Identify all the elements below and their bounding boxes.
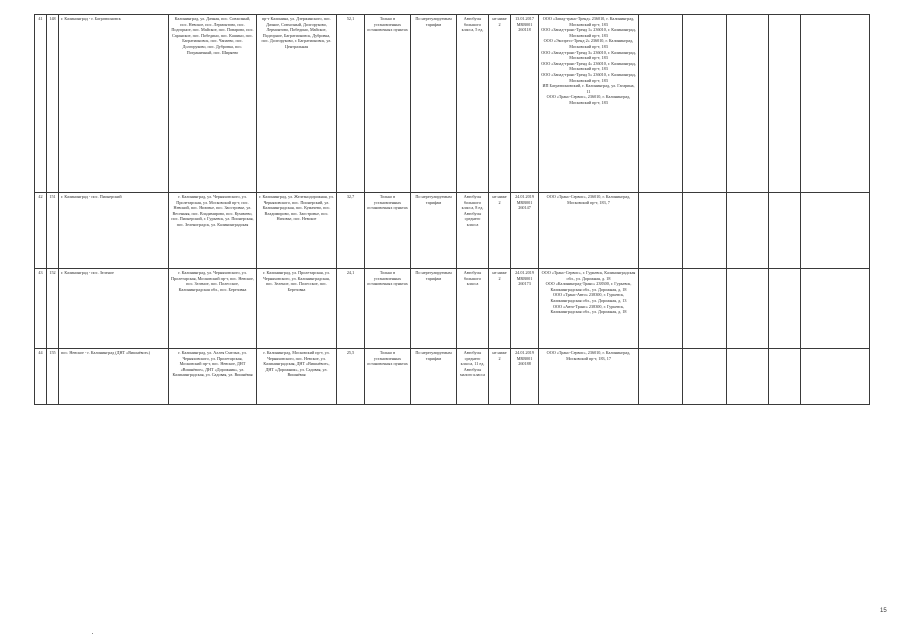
cell-empty bbox=[769, 15, 801, 193]
table-row bbox=[35, 15, 870, 193]
cell-streets: Калининград, ул. Дачная, пос. Совхозный, пос. Невское, пос. Лермонтово, пос. Подгорное, пос. Майское, пос. Поварово, пос. Саранское, пос. Победино, пос. Кашино, пос. Багратионовск, пос. Чапаево, пос. Долгоруково, пос. Дубровка, пос. Пограничный, пос. Ширяево bbox=[169, 15, 257, 193]
cell-eco: не ниже 2 bbox=[489, 349, 511, 405]
cell-order: Только в установленных остановочных пунктах bbox=[365, 193, 411, 269]
cell-eco: не ниже 2 bbox=[489, 15, 511, 193]
cell-tariff: По нерегулируемым тарифам bbox=[411, 349, 457, 405]
cell-no: 43 bbox=[35, 269, 47, 349]
cell-empty bbox=[801, 269, 870, 349]
cell-length: 32,7 bbox=[337, 193, 365, 269]
cell-tariff: По нерегулируемым тарифам bbox=[411, 269, 457, 349]
cell-no: 42 bbox=[35, 193, 47, 269]
cell-length: 24,1 bbox=[337, 269, 365, 349]
cell-route: пос. Невское - г. Калининград (ДНТ «Вишнёвое») bbox=[59, 349, 169, 405]
cell-date: 13.01.2017 MRB001 260118 bbox=[511, 15, 539, 193]
cell-empty bbox=[769, 193, 801, 269]
carrier-entry: ООО «Экспресс-Тренд 2» 236010, г. Калининград, Московский пр-т, 183 bbox=[543, 38, 634, 49]
cell-date: 24.01.2019 MRB001 260147 bbox=[511, 193, 539, 269]
cell-vehicles: Автобусы большого класса, 8 ед. Автобусы среднего класса bbox=[457, 193, 489, 269]
cell-empty bbox=[727, 193, 769, 269]
cell-empty bbox=[801, 193, 870, 269]
cell-order: Только в установленных остановочных пунктах bbox=[365, 349, 411, 405]
cell-carriers bbox=[539, 269, 639, 349]
cell-tariff: По нерегулируемым тарифам bbox=[411, 193, 457, 269]
cell-route: г. Калининград - пос. Зеленое bbox=[59, 269, 169, 349]
cell-empty bbox=[639, 193, 683, 269]
carrier-entry: ООО «Транс-Авто» 238300, г. Гурьевск, Калининградская обл., ул. Дорожная, д. 13 bbox=[550, 292, 627, 303]
cell-empty bbox=[727, 349, 769, 405]
carrier-entry: ООО «Авто-Транс» 238300, г. Гурьевск, Калининградская обл., ул. Дорожная, д. 18 bbox=[550, 303, 627, 315]
cell-stops: г. Калининград, ул. Пролетарская, ул. Черняховского, ул. Калининградская, пос. Зеленое, пос. Полесское, пос. Березовка bbox=[257, 269, 337, 349]
cell-empty bbox=[801, 349, 870, 405]
cell-empty bbox=[683, 349, 727, 405]
carrier-entry: ИП Багратионовский, г. Калининград, ул. Гагарина, 11 bbox=[542, 83, 635, 94]
table-row bbox=[35, 269, 870, 349]
cell-streets: г. Калининград, ул. Аллея Смелых, ул. Черняховского, ул. Пролетарская, Московский пр-т, пос. Невское, ДНТ «Вишнёвое», ДНТ «Дорожник», ул. Калининградская, ул. Садовая, ул. Вишнёвая bbox=[169, 349, 257, 405]
cell-carriers bbox=[539, 15, 639, 193]
cell-reg: 148 bbox=[47, 15, 59, 193]
cell-empty bbox=[801, 15, 870, 193]
carrier-entry: ООО «Запад-транс-Тренд 1» 236010, г. Калининград, Московский пр-т, 183 bbox=[541, 27, 636, 38]
cell-empty bbox=[639, 15, 683, 193]
cell-streets: г. Калининград, ул. Черняховского, ул. Пролетарская, Московский пр-т, пос. Невское, пос. Зеленое, пос. Полесское, Калининградская обл., пос. Березовка bbox=[169, 269, 257, 349]
cell-eco: не ниже 2 bbox=[489, 193, 511, 269]
carrier-entry: ООО «Запад-транс-Тренд 5» 236010, г. Калининград, Московский пр-т, 183 bbox=[541, 71, 636, 83]
carrier-entry: ООО «Калининград-Транс» 238300, г. Гурьевск, Калининградская обл., ул. Дорожная, д. 18 bbox=[545, 281, 632, 292]
cell-order: Только в установленных остановочных пунктах bbox=[365, 15, 411, 193]
cell-empty bbox=[769, 349, 801, 405]
cell-length: 52,1 bbox=[337, 15, 365, 193]
cell-reg: 151 bbox=[47, 193, 59, 269]
cell-eco: не ниже 2 bbox=[489, 269, 511, 349]
cell-no: 41 bbox=[35, 15, 47, 193]
cell-route: г. Калининград - пос. Пионерский bbox=[59, 193, 169, 269]
cell-route: г. Калининград - г. Багратионовск bbox=[59, 15, 169, 193]
carrier-entry: ООО «Запад-транс-Тренд 4» 236010, г. Калининград, Московский пр-т, 183 bbox=[541, 60, 636, 72]
cell-empty bbox=[683, 193, 727, 269]
cell-empty bbox=[727, 15, 769, 193]
cell-empty bbox=[769, 269, 801, 349]
cell-empty bbox=[727, 269, 769, 349]
table-row bbox=[35, 349, 870, 405]
carrier-entry: ООО «Транс-Сервис», 236010, г. Калининград, Московский пр-т, 183, 7 bbox=[546, 194, 631, 205]
cell-vehicles: Автобусы большого класса bbox=[457, 269, 489, 349]
cell-date: 24.01.2019 MRB001 260188 bbox=[511, 349, 539, 405]
cell-carriers bbox=[539, 349, 639, 405]
cell-tariff: По нерегулируемым тарифам bbox=[411, 15, 457, 193]
cell-carriers bbox=[539, 193, 639, 269]
cell-reg: 152 bbox=[47, 269, 59, 349]
scan-speck bbox=[92, 633, 93, 634]
carrier-entry: ООО «Транс-Сервис», 236010, г. Калининград, Московский пр-т, 183 bbox=[546, 94, 631, 105]
cell-length: 25,5 bbox=[337, 349, 365, 405]
cell-no: 44 bbox=[35, 349, 47, 405]
route-register-table bbox=[34, 14, 870, 405]
cell-empty bbox=[639, 349, 683, 405]
cell-vehicles: Автобусы большого класса, 5 ед. bbox=[457, 15, 489, 193]
carrier-entry: ООО «Запад-транс-Тренд 3» 236010, г. Калининград, Московский пр-т, 183 bbox=[541, 49, 636, 61]
table-row bbox=[35, 193, 870, 269]
carrier-entry: ООО «Транс-Сервис», 236010, г. Калининград, Московский пр-т, 183, 17 bbox=[546, 350, 631, 361]
cell-vehicles: Автобусы среднего класса, 11 ед. Автобусы малого класса bbox=[457, 349, 489, 405]
cell-empty bbox=[683, 15, 727, 193]
cell-stops: г. Калининград, ул. Железнодорожная, ул. Черняховского, пос. Пионерский, ул. Калининградская, пос. Кумачево, пос. Владимирово, пос. Заостровье, пос. Низовье, пос. Невское bbox=[257, 193, 337, 269]
cell-reg: 155 bbox=[47, 349, 59, 405]
cell-stops: г. Калининград, Московский пр-т, ул. Черняховского, пос. Невское, ул. Калининградская, ДНТ «Вишнёвое», ДНТ «Дорожник», ул. Садовая, ул. Вишнёвая bbox=[257, 349, 337, 405]
cell-order: Только в установленных остановочных пунктах bbox=[365, 269, 411, 349]
cell-stops: пр-т Калинина, ул. Дзержинского, пос. Дачное, Совхозный, Долгоруково, Лермонтово, Победино, Майское, Подгорное, Багратионовск, Дубровка, пос. Долгоруково, г. Багратионовск, ул. Центральная bbox=[257, 15, 337, 193]
cell-streets: г. Калининград, ул. Черняховского, ул. Пролетарская, ул. Московский пр-т, пос. Невский, пос. Низовье, пос. Заостровье, ул. Весенняя, пос. Владимирово, пос. Кумачево, пос. Пионерский, г. Гурьевск, ул. Пионерская, пос. Зеленоградск, ул. Калининградская bbox=[169, 193, 257, 269]
cell-empty bbox=[683, 269, 727, 349]
cell-date: 24.01.2019 MRB001 260173 bbox=[511, 269, 539, 349]
carrier-entry: ООО «Транс-Сервис», г. Гурьевск, Калининградская обл., ул. Дорожная, д. 18 bbox=[541, 270, 636, 281]
cell-empty bbox=[639, 269, 683, 349]
carrier-entry: ООО «Запад-транс-Тренд» 236010, г. Калининград, Московский пр-т, 183 bbox=[542, 16, 635, 27]
page-number: 15 bbox=[880, 608, 887, 614]
